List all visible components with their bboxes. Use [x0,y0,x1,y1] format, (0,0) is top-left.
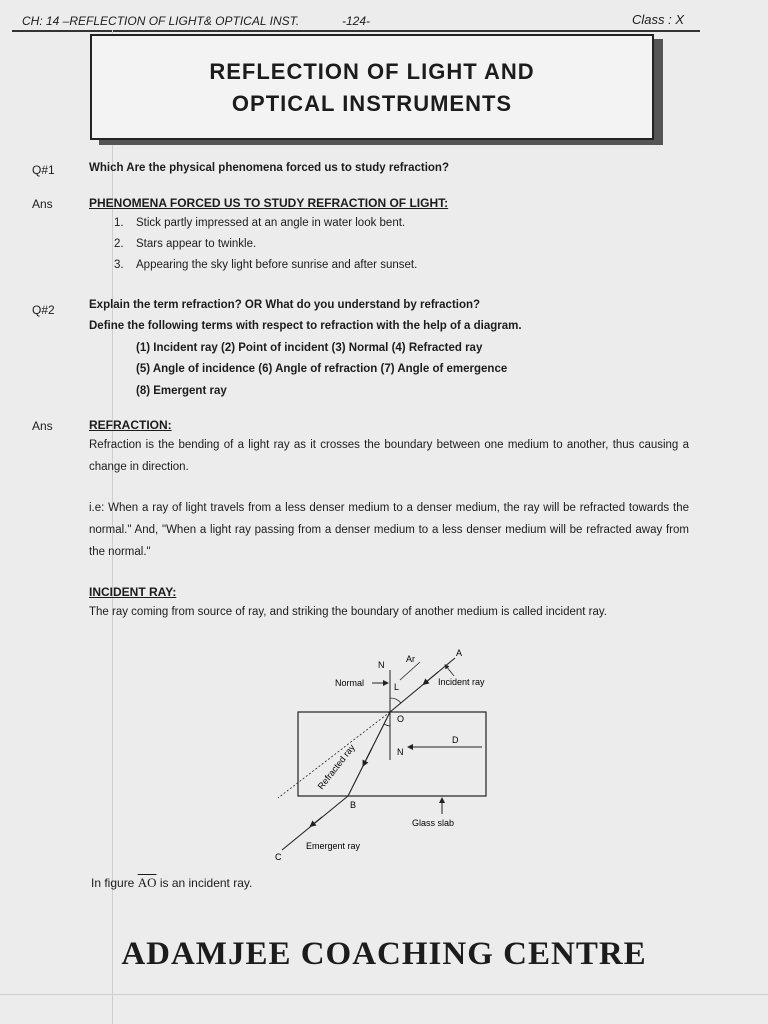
q2-terms-2: (5) Angle of incidence (6) Angle of refraction (7) Angle of emergence [136,363,508,375]
angle-of-incidence-arc [390,698,401,703]
label-n-bottom: N [397,747,404,757]
title-line-1: REFLECTION OF LIGHT AND [209,59,535,84]
q1-ans-label: Ans [32,197,53,211]
incident-arrow [425,672,438,683]
q1-label: Q#1 [32,163,55,177]
label-l: L [394,682,400,692]
label-a: A [456,648,463,658]
q1-text: Which Are the physical phenomena forced us to study refraction? [89,162,449,174]
label-incident-ray: Incident ray [438,677,485,687]
list-text: Stars appear to twinkle. [136,238,257,250]
caption-suffix: is an incident ray. [159,876,253,890]
q2-terms-1: (1) Incident ray (2) Point of incident (3) Normal (4) Refracted ray [136,342,483,354]
title-line-2: OPTICAL INSTRUMENTS [231,91,513,116]
q1-item-3 [114,259,417,271]
q2-line-2: Define the following terms with respect to refraction with the help of a diagram. [89,320,522,332]
list-number: 3. [114,259,124,271]
label-glass-slab: Glass slab [412,818,455,828]
label-n-top: N [378,660,385,670]
refracted-arrow [364,748,372,764]
list-number: 1. [114,217,124,229]
q1-item-1 [114,217,405,229]
refraction-heading: REFRACTION: [89,418,172,432]
emergent-arrow [312,817,322,825]
incident-ray-heading: INCIDENT RAY: [89,585,177,599]
q2-line-1: Explain the term refraction? OR What do you understand by refraction? [89,299,481,311]
ie-paragraph: i.e: When a ray of light travels from a less denser medium to a denser medium, the ray will be refracted towards the normal." And, "When a light ray passing from a denser medium to a less denser medium will be refracted away from the normal." [89,502,689,558]
label-o: O [397,714,405,724]
q1-item-2 [114,238,256,250]
class-label: Class : X [632,12,685,27]
q1-heading: PHENOMENA FORCED US TO STUDY REFRACTION OF LIGHT: [89,196,449,210]
ar-pointer [400,662,420,680]
label-d: D [452,735,459,745]
refraction-paragraph: Refraction is the bending of a light ray as it crosses the boundary between one medium to another, thus causing a change in direction. [89,439,689,473]
q2-terms-3: (8) Emergent ray [136,385,227,397]
caption-segment: $\overline{AO}$ [137,875,157,890]
incident-ray-pointer [446,666,454,676]
title-box [90,34,654,140]
list-number: 2. [114,238,124,250]
angle-of-refraction-arc [384,724,390,726]
footer-rule [0,994,768,995]
label-normal: Normal [335,678,365,688]
footer-brand: ADAMJEE COACHING CENTRE [121,936,647,972]
figure-caption [91,875,252,891]
label-b: B [350,800,357,810]
q2-label: Q#2 [32,303,55,317]
chapter-header: CH: 14 –REFLECTION OF LIGHT& OPTICAL INST. [22,14,300,28]
list-text: Appearing the sky light before sunrise and after sunset. [136,259,418,271]
incident-ray-paragraph: The ray coming from source of ray, and striking the boundary of another medium is called incident ray. [89,606,607,618]
label-emergent-ray: Emergent ray [306,841,361,851]
label-ar: Ar [406,654,415,664]
q2-ans-label: Ans [32,419,53,433]
refraction-diagram [260,640,500,870]
dotted-extension [278,712,390,798]
label-refracted-ray: Refracted ray [315,742,357,792]
label-c: C [275,852,282,862]
list-text: Stick partly impressed at an angle in water look bent. [136,217,406,229]
caption-prefix: In figure [91,876,135,890]
header-rule [12,30,700,32]
page-number: -124- [342,14,371,28]
